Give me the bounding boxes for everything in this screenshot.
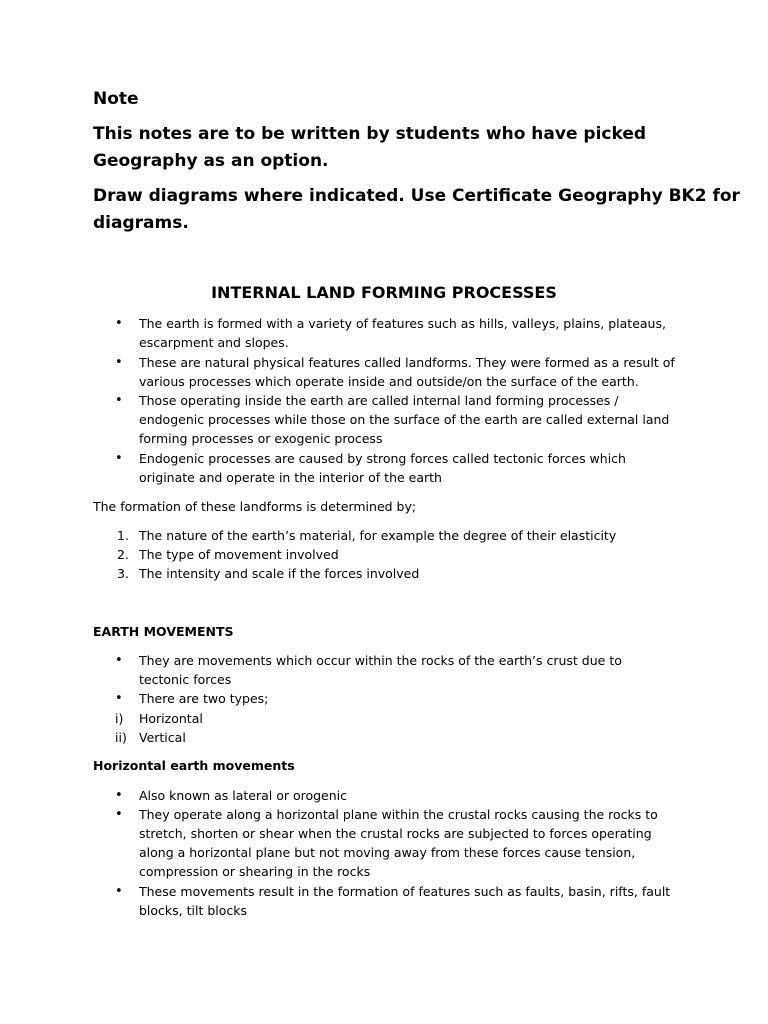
bullet-glyph: • bbox=[115, 653, 123, 668]
horizontal-heading: Horizontal earth movements bbox=[93, 758, 295, 773]
list-item-line: They are movements which occur within the rocks of the earth’s crust due to bbox=[139, 653, 622, 668]
bullet-glyph: • bbox=[115, 451, 123, 466]
list-item-line: escarpment and slopes. bbox=[139, 335, 289, 350]
list-marker: 3. bbox=[117, 566, 129, 581]
list-item-line: The earth is formed with a variety of features such as hills, valleys, plains, plateaus, bbox=[139, 316, 666, 331]
list-item-line: Those operating inside the earth are called internal land forming processes / bbox=[139, 393, 619, 408]
note-line: Draw diagrams where indicated. Use Certificate Geography BK2 for bbox=[93, 186, 740, 206]
list-item: The type of movement involved bbox=[139, 547, 339, 562]
list-marker: 2. bbox=[117, 547, 129, 562]
list-item-line: Endogenic processes are caused by strong forces called tectonic forces which bbox=[139, 451, 626, 466]
note-line: diagrams. bbox=[93, 213, 189, 233]
list-item: The intensity and scale if the forces involved bbox=[139, 566, 420, 581]
note-line: This notes are to be written by students who have picked bbox=[93, 124, 647, 144]
list-marker: i) bbox=[115, 711, 124, 726]
list-item-line: stretch, shorten or shear when the crustal rocks are subjected to forces operating bbox=[139, 826, 652, 841]
list-item-line: along a horizontal plane but not moving away from these forces cause tension, bbox=[139, 845, 636, 860]
bullet-glyph: • bbox=[115, 691, 123, 706]
bullet-glyph: • bbox=[115, 788, 123, 803]
list-item-line: Also known as lateral or orogenic bbox=[139, 788, 348, 803]
formation-intro: The formation of these landforms is determined by; bbox=[93, 499, 417, 514]
list-item-line: They operate along a horizontal plane within the crustal rocks causing the rocks to bbox=[139, 807, 658, 822]
list-item: Horizontal bbox=[139, 711, 203, 726]
list-marker: 1. bbox=[117, 528, 129, 543]
bullet-glyph: • bbox=[115, 807, 123, 822]
list-marker: ii) bbox=[115, 730, 127, 745]
bullet-glyph: • bbox=[115, 316, 123, 331]
list-item-line: endogenic processes while those on the surface of the earth are called external land bbox=[139, 412, 670, 427]
earth-movements-heading: EARTH MOVEMENTS bbox=[93, 624, 234, 639]
list-item: The nature of the earth’s material, for example the degree of their elasticity bbox=[139, 528, 617, 543]
note-heading: Note bbox=[93, 89, 139, 109]
bullet-glyph: • bbox=[115, 884, 123, 899]
list-item-line: originate and operate in the interior of the earth bbox=[139, 470, 442, 485]
list-item-line: forming processes or exogenic process bbox=[139, 431, 383, 446]
note-line: Geography as an option. bbox=[93, 151, 329, 171]
bullet-glyph: • bbox=[115, 393, 123, 408]
bullet-glyph: • bbox=[115, 355, 123, 370]
list-item-line: blocks, tilt blocks bbox=[139, 903, 248, 918]
list-item-line: There are two types; bbox=[139, 691, 269, 706]
section-title: INTERNAL LAND FORMING PROCESSES bbox=[211, 283, 557, 302]
list-item-line: tectonic forces bbox=[139, 672, 232, 687]
list-item-line: These movements result in the formation of features such as faults, basin, rifts, fault bbox=[139, 884, 671, 899]
list-item: Vertical bbox=[139, 730, 186, 745]
list-item-line: compression or shearing in the rocks bbox=[139, 864, 371, 879]
list-item-line: These are natural physical features called landforms. They were formed as a result of bbox=[139, 355, 675, 370]
list-item-line: various processes which operate inside and outside/on the surface of the earth. bbox=[139, 374, 639, 389]
